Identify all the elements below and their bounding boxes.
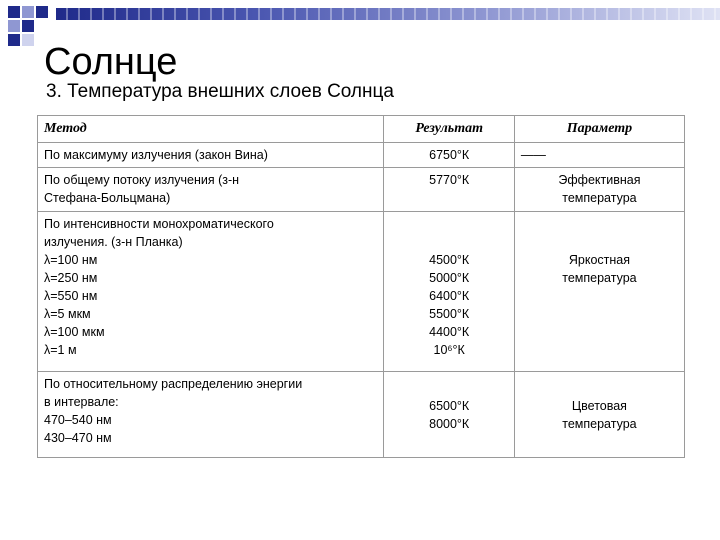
cell-parameter bbox=[514, 143, 684, 168]
result-value: 6750°К bbox=[429, 148, 470, 162]
result-value: 5500°К bbox=[429, 307, 470, 321]
decor-square-3 bbox=[36, 6, 48, 18]
header-method: Метод bbox=[38, 116, 384, 143]
method-line: λ=550 нм bbox=[44, 289, 98, 303]
decor-square-1 bbox=[8, 6, 20, 18]
result-value: 6500°К bbox=[429, 398, 470, 413]
cell-parameter bbox=[514, 212, 684, 372]
result-value: 5000°К bbox=[429, 271, 470, 285]
result-value: 4400°К bbox=[429, 325, 470, 339]
method-line: λ=250 нм bbox=[44, 271, 98, 285]
parameter-line: температура bbox=[562, 416, 637, 431]
table-row bbox=[38, 143, 685, 168]
method-line: λ=100 мкм bbox=[44, 325, 105, 339]
decor-square-2 bbox=[22, 6, 34, 18]
decor-square-4 bbox=[8, 20, 20, 32]
cell-result bbox=[384, 212, 514, 372]
method-line: Стефана-Больцмана) bbox=[44, 191, 171, 205]
cell-parameter bbox=[514, 168, 684, 212]
temperature-table bbox=[37, 115, 685, 458]
parameter-line: температура bbox=[562, 271, 637, 285]
result-value: 5770°К bbox=[429, 173, 470, 187]
cell-result bbox=[384, 168, 514, 212]
cell-result bbox=[384, 143, 514, 168]
cell-result bbox=[384, 372, 514, 458]
header-parameter: Параметр bbox=[514, 116, 684, 143]
result-value: 6400°К bbox=[429, 289, 470, 303]
header-gradient-bar bbox=[56, 8, 720, 20]
method-line: По интенсивности монохроматического bbox=[44, 217, 274, 231]
result-value: 8000°К bbox=[429, 416, 470, 431]
parameter-line: температура bbox=[562, 191, 637, 205]
method-line: излучения. (з-н Планка) bbox=[44, 235, 183, 249]
result-value: 4500°К bbox=[429, 253, 470, 267]
parameter-line: Цветовая bbox=[571, 398, 627, 413]
method-line: По максимуму излучения (закон Вина) bbox=[44, 148, 268, 162]
cell-method bbox=[38, 372, 384, 458]
method-line: λ=1 м bbox=[44, 343, 77, 357]
method-line: По относительному распределению энергии bbox=[44, 377, 303, 391]
table-row bbox=[38, 372, 685, 458]
slide-subtitle: 3. Температура внешних слоев Солнца bbox=[46, 81, 394, 102]
method-line: По общему потоку излучения (з-н bbox=[44, 173, 240, 187]
cell-method bbox=[38, 143, 384, 168]
parameter-line: Эффективная bbox=[558, 173, 641, 187]
decor-square-7 bbox=[22, 34, 34, 46]
cell-method bbox=[38, 212, 384, 372]
method-line: 430–470 нм bbox=[44, 431, 112, 445]
decor-square-5 bbox=[22, 20, 34, 32]
method-line: 470–540 нм bbox=[44, 413, 112, 427]
method-line: λ=5 мкм bbox=[44, 307, 91, 321]
slide-title: Солнце bbox=[44, 41, 178, 83]
table-row bbox=[38, 168, 685, 212]
method-line: λ=100 нм bbox=[44, 253, 98, 267]
header-result: Результат bbox=[384, 116, 514, 143]
cell-parameter bbox=[514, 372, 684, 458]
parameter-value: —— bbox=[520, 148, 546, 162]
table-row bbox=[38, 212, 685, 372]
table-header-row bbox=[38, 116, 685, 143]
method-line: в интервале: bbox=[44, 395, 119, 409]
cell-method bbox=[38, 168, 384, 212]
parameter-line: Яркостная bbox=[568, 253, 630, 267]
decor-square-6 bbox=[8, 34, 20, 46]
result-value: 10⁶°К bbox=[433, 343, 465, 357]
